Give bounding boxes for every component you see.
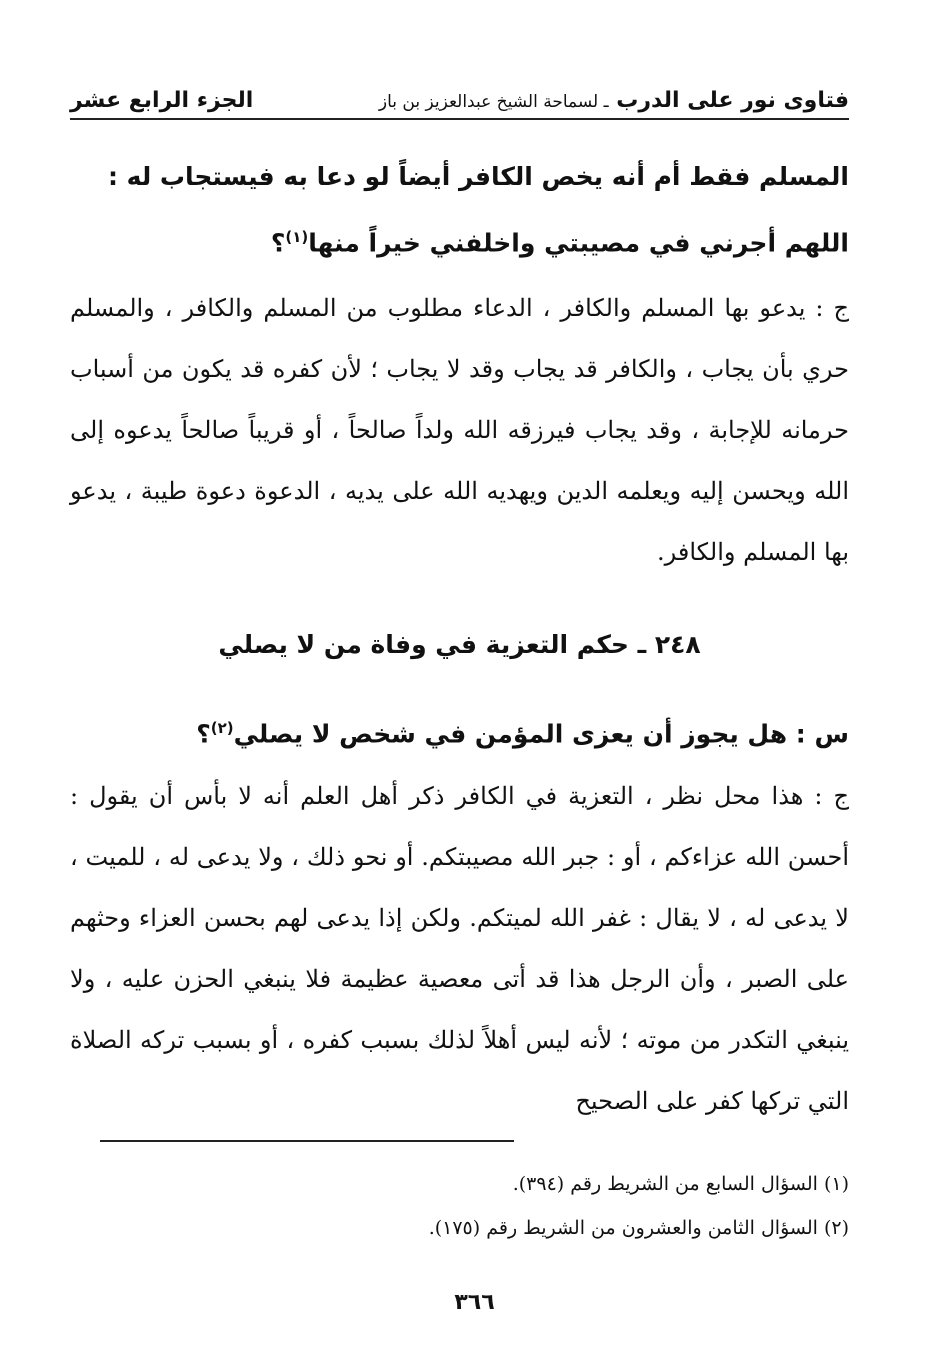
header-book-author: ـ لسماحة الشيخ عبدالعزيز بن باز bbox=[378, 91, 609, 112]
section-question bbox=[70, 698, 849, 764]
section-question-text: س : هل يجوز أن يعزى المؤمن في شخص لا يصلي bbox=[233, 719, 849, 749]
header-book-title: فتاوى نور على الدرب bbox=[616, 87, 849, 113]
footnote-ref-2: (٢) bbox=[210, 719, 234, 737]
footnote-1: (١) السؤال السابع من الشريط رقم (٣٩٤). bbox=[512, 1173, 849, 1195]
page-number: ٣٦٦ bbox=[454, 1290, 495, 1315]
previous-answer: ج : يدعو بها المسلم والكافر ، الدعاء مطلوب من المسلم والكافر ، والمسلم حري بأن يجاب ، والكافر قد يجاب وقد لا يجاب ؛ لأن كفره قد يكون من أسباب حرمانه للإجابة ، وقد يجاب فيرزقه الله ولداً صالحاً ، أو قريباً صالحاً يدعوه إلى الله ويحسن إليه ويعلمه الدين ويهديه الله على يديه ، الدعوة دعوة طيبة ، يدعو بها المسلم والكافر. bbox=[70, 294, 849, 566]
previous-question-text: المسلم فقط أم أنه يخص الكافر أيضاً لو دعا به فيستجاب له : اللهم أجرني في مصيبتي واخلفني خيراً منها bbox=[107, 162, 849, 258]
footnotes bbox=[70, 1162, 849, 1250]
previous-question bbox=[70, 146, 849, 273]
section-heading: ٢٤٨ ـ حكم التعزية في وفاة من لا يصلي bbox=[218, 630, 701, 659]
footnote-divider bbox=[100, 1140, 514, 1142]
header-book-info bbox=[379, 88, 849, 113]
footnote-ref-1: (١) bbox=[285, 228, 309, 246]
previous-question-end: ؟ bbox=[270, 228, 286, 258]
section-question-end: ؟ bbox=[196, 719, 211, 749]
section-answer: ج : هذا محل نظر ، التعزية في الكافر ذكر أهل العلم أنه لا بأس أن يقول : أحسن الله عزاءكم ، أو : جبر الله مصيبتكم. أو نحو ذلك ، ولا يدعى له ، للميت ، لا يدعى له ، لا يقال : غفر الله لميتكم. ولكن إذا يدعى لهم بحسن العزاء وحثهم على الصبر ، وأن الرجل هذا قد أتى معصية عظيمة فلا ينبغي الحزن عليه ، ولا ينبغي التكدر من موته ؛ لأنه ليس أهلاً لذلك بسبب كفره ، أو بسبب تركه الصلاة التي تركها كفر على الصحيح bbox=[70, 782, 850, 1115]
header-part: الجزء الرابع عشر bbox=[70, 87, 254, 113]
running-header bbox=[70, 82, 849, 120]
footnote-2: (٢) السؤال الثامن والعشرون من الشريط رقم (١٧٥). bbox=[428, 1217, 849, 1239]
